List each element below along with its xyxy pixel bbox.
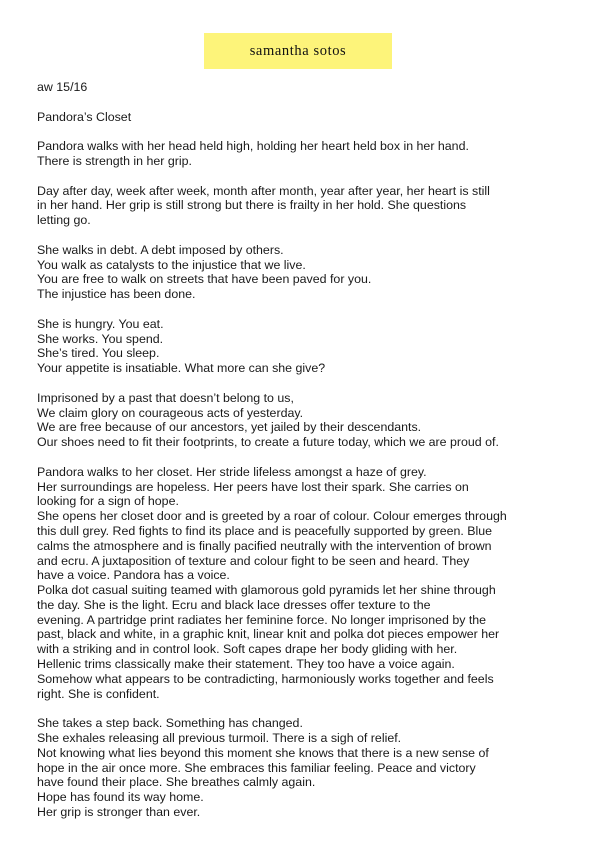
name-banner (204, 33, 392, 69)
paragraph: Imprisoned by a past that doesn’t belong to us, We claim glory on courageous acts of yesterday. We are free because of our ancestors, yet jailed by their descendants. Our shoes need to fit their footprints, to create a future today, which we are proud of. (37, 390, 499, 450)
document-body (37, 80, 567, 835)
paragraph: Pandora walks to her closet. Her stride lifeless amongst a haze of grey. Her surroundings are hopeless. Her peers have lost their spark. She carries on looking for a sign of hope. She opens her closet door and is greeted by a roar of colour. Colour emerges through this dull grey. Red fights to find its place and is peacefully supported by green. Blue calms the atmosphere and is finally pacified neutrally with the intervention of brown and ecru. A juxtaposition of texture and colour fight to be seen and heard. They have a voice. Pandora has a voice. Polka dot casual suiting teamed with glamorous gold pyramids let her shine through the day. She is the light. Ecru and black lace dresses offer texture to the evening. A partridge print radiates her feminine force. No longer imprisoned by the past, black and white, in a graphic knit, linear knit and polka dot pieces empower her with a striking and in control look. Soft capes drape her body gliding with her. Hellenic trims classically make their statement. They too have a voice again. Somehow what appears to be contradicting, harmoniously works together and feels right. She is confident. (37, 464, 507, 701)
paragraph: Pandora walks with her head held high, holding her heart held box in her hand. There is strength in her grip. (37, 139, 469, 168)
season-label: aw 15/16 (37, 80, 88, 94)
paragraph: She walks in debt. A debt imposed by others. You walk as catalysts to the injustice that we live. You are free to walk on streets that have been paved for you. The injustice has been done. (37, 242, 372, 302)
author-name: samantha sotos (249, 42, 347, 59)
paragraph: Day after day, week after week, month after month, year after year, her heart is still in her hand. Her grip is still strong but there is frailty in her hold. She questions letting go. (37, 183, 490, 228)
paragraph: She takes a step back. Something has changed. She exhales releasing all previous turmoil. There is a sigh of relief. Not knowing what lies beyond this moment she knows that there is a new sense of hope in the air once more. She embraces this familiar feeling. Peace and victory have found their place. She breathes calmly again. Hope has found its way home. Her grip is stronger than ever. (37, 716, 489, 820)
document-title: Pandora’s Closet (37, 109, 132, 124)
paragraph: She is hungry. You eat. She works. You spend. She’s tired. You sleep. Your appetite is insatiable. What more can she give? (37, 316, 326, 376)
